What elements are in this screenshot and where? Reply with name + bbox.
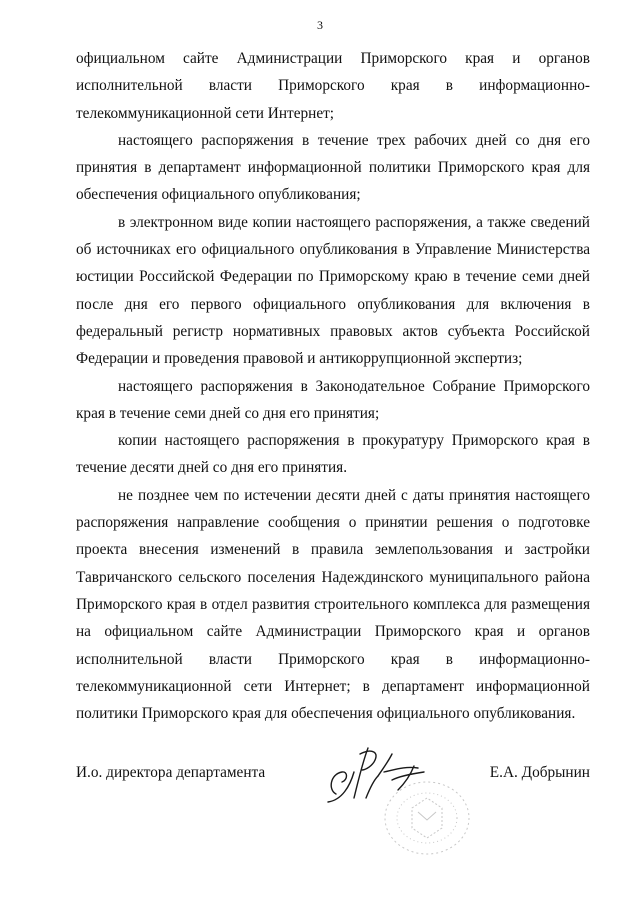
paragraph-item: настоящего распоряжения в Законодательное Собрание Приморского края в течение семи дней со дня его принятия; xyxy=(76,377,590,422)
paragraph-item: копии настоящего распоряжения в прокуратуру Приморского края в течение десяти дней со дня его принятия. xyxy=(76,432,590,477)
paragraph-continuation: официальном сайте Администрации Приморского края и органов исполнительной власти Приморского края в информационно-телекоммуникационной сети Интернет; xyxy=(76,50,590,122)
page-number: 3 xyxy=(317,18,323,32)
signatory-title: И.о. директора департамента xyxy=(76,764,266,781)
signatory-name: Е.А. Добрынин xyxy=(489,764,590,781)
paragraph-item: настоящего распоряжения в течение трех рабочих дней со дня его принятия в департамент информационной политики Приморского края для обеспечения официального опубликования; xyxy=(76,131,590,204)
document-body xyxy=(76,45,590,727)
signature-block xyxy=(76,760,590,790)
paragraph-item: в электронном виде копии настоящего распоряжения, а также сведений об источниках его официального опубликования в Управление Министерства юстиции Российской Федерации по Приморскому краю в течение семи дней после дня его первого официального опубликования для включения в федеральный регистр нормативных правовых актов субъекта Российской Федерации и проведения правовой и антикоррупционной экспертиз; xyxy=(76,213,590,368)
paragraph-item: не позднее чем по истечении десяти дней с даты принятия настоящего распоряжения направление сообщения о принятии решения о подготовке проекта внесения изменений в правила землепользования и застройки Тавричанского сельского поселения Надеждинского муниципального района Приморского края в отдел развития строительного комплекса для размещения на официальном сайте Администрации Приморского края и органов исполнительной власти Приморского края в информационно-телекоммуникационной сети Интернет; в департамент информационной политики Приморского края для обеспечения официального опубликования. xyxy=(76,486,590,723)
